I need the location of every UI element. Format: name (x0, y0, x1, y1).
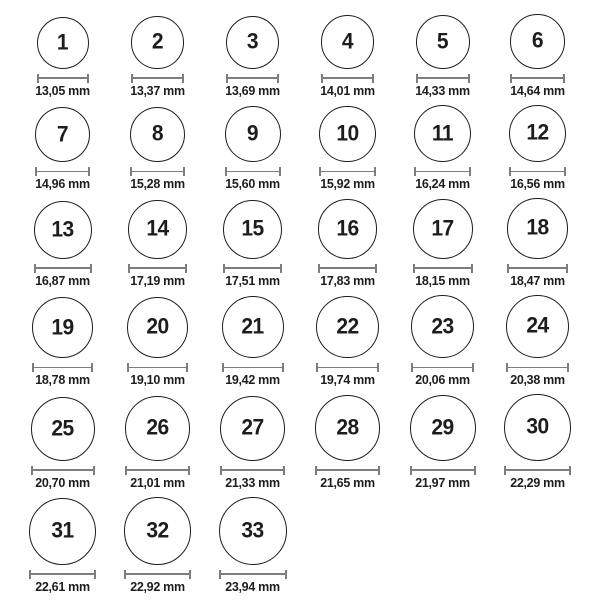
measure-line (506, 469, 569, 471)
measure-tick-right-icon (91, 363, 93, 372)
diameter-label: 17,83 mm (320, 273, 375, 288)
ring-size-item (490, 394, 585, 490)
ring-size-item (205, 106, 300, 191)
ring-size-item (205, 16, 300, 98)
measure-tick-right-icon (94, 570, 96, 579)
ring-circle (509, 105, 567, 163)
diameter-measure-line (410, 466, 476, 475)
ring-circle (29, 498, 96, 565)
diameter-measure-line (128, 264, 187, 273)
ring-size-item (395, 105, 490, 191)
measure-tick-right-icon (472, 363, 474, 372)
ring-size-item (205, 296, 300, 387)
ring-size-item (490, 295, 585, 388)
measure-tick-right-icon (189, 570, 191, 579)
measure-line (225, 267, 280, 269)
diameter-label: 18,78 mm (35, 373, 90, 387)
measure-line (413, 367, 472, 369)
ring-circle (225, 106, 281, 162)
diameter-label: 22,92 mm (130, 579, 185, 594)
measure-line (33, 469, 93, 471)
measure-line (222, 469, 283, 471)
ring-circle (316, 296, 379, 359)
ring-circle (318, 199, 378, 259)
ring-circle (504, 394, 571, 461)
ring-size-number: 33 (241, 517, 264, 543)
diameter-label: 19,74 mm (320, 373, 375, 387)
ring-size-number: 15 (241, 216, 264, 241)
measure-line (36, 267, 90, 269)
measure-tick-right-icon (474, 466, 476, 475)
ring-size-item (110, 16, 205, 98)
ring-size-number: 10 (336, 121, 359, 146)
measure-tick-right-icon (566, 264, 568, 273)
measure-line (132, 171, 184, 173)
ring-size-item (300, 15, 395, 98)
ring-size-number: 13 (51, 216, 74, 242)
diameter-measure-line (125, 466, 190, 475)
ring-size-number: 31 (51, 518, 74, 543)
diameter-measure-line (220, 466, 285, 475)
diameter-measure-line (413, 264, 473, 273)
ring-size-row (15, 295, 585, 388)
diameter-measure-line (127, 363, 189, 372)
ring-size-item (110, 200, 205, 288)
ring-size-number: 2 (151, 29, 164, 54)
measure-tick-right-icon (567, 363, 569, 372)
measure-line (127, 469, 188, 471)
diameter-label: 14,96 mm (35, 177, 90, 191)
measure-line (221, 573, 285, 575)
diameter-label: 17,51 mm (225, 273, 280, 288)
diameter-measure-line (130, 167, 186, 176)
diameter-measure-line (316, 363, 379, 372)
diameter-measure-line (321, 74, 375, 83)
ring-size-item (300, 199, 395, 288)
ring-size-number: 27 (241, 415, 264, 440)
ring-size-number: 32 (146, 518, 169, 543)
ring-size-number: 4 (341, 29, 354, 54)
ring-size-row (15, 105, 585, 192)
measure-line (321, 171, 374, 173)
measure-line (412, 469, 474, 471)
ring-circle (315, 395, 381, 461)
measure-line (129, 367, 187, 369)
ring-size-number: 16 (336, 216, 359, 241)
diameter-measure-line (219, 570, 287, 579)
diameter-measure-line (222, 363, 284, 372)
diameter-label: 19,42 mm (225, 373, 280, 387)
diameter-measure-line (507, 264, 568, 273)
diameter-measure-line (510, 74, 565, 83)
diameter-label: 18,15 mm (415, 273, 470, 288)
diameter-measure-line (226, 74, 279, 83)
measure-tick-right-icon (372, 74, 374, 83)
ring-circle (219, 497, 287, 565)
diameter-measure-line (32, 363, 93, 372)
ring-circle (128, 200, 187, 259)
diameter-measure-line (319, 167, 376, 176)
ring-circle (319, 106, 376, 163)
ring-size-number: 23 (431, 313, 454, 339)
diameter-measure-line (509, 167, 567, 176)
ring-size-number: 17 (431, 215, 454, 241)
measure-tick-right-icon (88, 167, 90, 176)
measure-tick-right-icon (93, 466, 95, 475)
measure-tick-right-icon (564, 167, 566, 176)
diameter-measure-line (124, 570, 192, 579)
diameter-measure-line (506, 363, 570, 372)
diameter-label: 20,06 mm (415, 373, 470, 387)
diameter-label: 16,24 mm (415, 177, 470, 191)
diameter-measure-line (504, 466, 571, 475)
ring-circle (321, 15, 375, 69)
diameter-label: 16,56 mm (510, 177, 565, 191)
ring-size-item (395, 295, 490, 387)
diameter-measure-line (223, 264, 282, 273)
ring-size-row (15, 14, 585, 98)
ring-size-number: 21 (241, 314, 264, 339)
measure-tick-right-icon (471, 264, 473, 273)
ring-size-item (110, 396, 205, 490)
ring-size-number: 22 (336, 314, 359, 339)
ring-size-item (15, 397, 110, 490)
diameter-label: 21,01 mm (130, 475, 185, 490)
measure-tick-right-icon (377, 363, 379, 372)
ring-size-number: 19 (51, 314, 74, 340)
ring-size-number: 9 (246, 121, 259, 146)
ring-size-number: 8 (151, 121, 164, 146)
ring-circle (411, 295, 474, 358)
ring-circle (410, 395, 476, 461)
measure-line (34, 367, 91, 369)
ring-size-number: 26 (146, 415, 169, 440)
ring-size-number: 29 (431, 414, 454, 440)
measure-line (227, 171, 279, 173)
diameter-measure-line (34, 264, 92, 273)
diameter-measure-line (225, 167, 281, 176)
ring-circle (125, 396, 190, 461)
measure-tick-right-icon (469, 167, 471, 176)
measure-tick-right-icon (283, 466, 285, 475)
diameter-label: 21,65 mm (320, 475, 375, 490)
measure-tick-right-icon (468, 74, 470, 83)
measure-line (130, 267, 185, 269)
ring-size-item (110, 297, 205, 388)
measure-tick-right-icon (378, 466, 380, 475)
diameter-label: 15,92 mm (320, 177, 375, 191)
ring-size-item (490, 198, 585, 288)
measure-line (224, 367, 282, 369)
ring-circle (222, 296, 284, 358)
measure-line (512, 77, 563, 79)
diameter-label: 21,97 mm (415, 475, 470, 490)
ring-circle (124, 497, 192, 565)
ring-size-item (205, 497, 300, 594)
measure-tick-right-icon (277, 74, 279, 83)
ring-circle (220, 396, 285, 461)
measure-tick-right-icon (374, 167, 376, 176)
ring-size-number: 11 (431, 120, 454, 146)
diameter-label: 13,37 mm (130, 83, 185, 98)
measure-tick-right-icon (182, 74, 184, 83)
measure-tick-right-icon (285, 570, 287, 579)
diameter-label: 20,38 mm (510, 373, 565, 387)
diameter-label: 22,29 mm (510, 475, 565, 490)
ring-size-number: 30 (526, 414, 549, 439)
diameter-label: 22,61 mm (35, 579, 90, 594)
ring-size-item (300, 106, 395, 192)
diameter-label: 15,60 mm (225, 177, 280, 191)
ring-size-item (15, 107, 110, 191)
measure-tick-right-icon (282, 363, 284, 372)
ring-circle (127, 297, 189, 359)
measure-tick-right-icon (183, 167, 185, 176)
ring-circle (131, 16, 184, 69)
ring-size-number: 6 (531, 28, 544, 53)
diameter-label: 19,10 mm (130, 373, 185, 387)
ring-size-number: 20 (146, 314, 169, 339)
diameter-measure-line (411, 363, 474, 372)
measure-line (320, 267, 376, 269)
ring-size-item (490, 14, 585, 98)
ring-circle (506, 295, 570, 359)
diameter-measure-line (315, 466, 381, 475)
diameter-label: 14,33 mm (415, 83, 470, 98)
diameter-label: 14,01 mm (320, 83, 375, 98)
measure-line (416, 171, 469, 173)
ring-size-item (15, 17, 110, 98)
ring-circle (414, 105, 471, 162)
diameter-measure-line (35, 167, 90, 176)
measure-tick-right-icon (280, 264, 282, 273)
ring-size-item (300, 296, 395, 388)
ring-size-item (395, 199, 490, 288)
ring-circle (413, 199, 473, 259)
measure-line (31, 573, 94, 575)
diameter-label: 20,70 mm (35, 475, 90, 490)
measure-line (509, 267, 566, 269)
measure-line (39, 77, 87, 79)
ring-size-row (15, 497, 585, 594)
measure-tick-right-icon (279, 167, 281, 176)
ring-size-number: 28 (336, 415, 359, 440)
ring-size-item (395, 395, 490, 490)
ring-size-item (395, 15, 490, 98)
diameter-measure-line (131, 74, 184, 83)
diameter-measure-line (29, 570, 96, 579)
ring-circle (507, 198, 568, 259)
measure-line (511, 171, 565, 173)
measure-line (317, 469, 379, 471)
diameter-measure-line (31, 466, 95, 475)
ring-size-number: 25 (51, 415, 74, 441)
diameter-label: 13,05 mm (35, 83, 90, 98)
measure-line (508, 367, 568, 369)
diameter-measure-line (318, 264, 378, 273)
ring-size-number: 12 (526, 120, 549, 145)
ring-size-row (15, 198, 585, 288)
ring-size-number: 3 (246, 29, 259, 54)
measure-line (37, 171, 88, 173)
measure-tick-right-icon (188, 466, 190, 475)
ring-size-item (205, 396, 300, 490)
measure-line (133, 77, 182, 79)
ring-size-item (490, 105, 585, 192)
measure-tick-right-icon (87, 74, 89, 83)
diameter-measure-line (414, 167, 471, 176)
measure-line (418, 77, 468, 79)
ring-size-item (15, 201, 110, 288)
diameter-label: 17,19 mm (130, 273, 185, 288)
ring-size-number: 1 (56, 29, 69, 55)
ring-circle (35, 107, 90, 162)
measure-tick-right-icon (375, 264, 377, 273)
diameter-label: 23,94 mm (225, 579, 280, 594)
measure-tick-right-icon (185, 264, 187, 273)
ring-size-item (15, 297, 110, 387)
ring-circle (34, 201, 92, 259)
ring-circle (416, 15, 470, 69)
ring-size-number: 14 (146, 216, 169, 241)
diameter-label: 18,47 mm (510, 273, 565, 288)
measure-line (126, 573, 190, 575)
ring-circle (223, 200, 282, 259)
measure-line (318, 367, 377, 369)
ring-size-item (110, 107, 205, 192)
ring-size-number: 5 (436, 28, 449, 54)
diameter-measure-line (416, 74, 470, 83)
ring-circle (510, 14, 565, 69)
ring-circle (32, 297, 93, 358)
ring-size-number: 18 (526, 215, 549, 240)
measure-line (415, 267, 471, 269)
measure-tick-right-icon (563, 74, 565, 83)
measure-tick-right-icon (186, 363, 188, 372)
diameter-label: 14,64 mm (510, 83, 565, 98)
diameter-label: 21,33 mm (225, 475, 280, 490)
diameter-label: 15,28 mm (130, 177, 185, 191)
ring-circle (226, 16, 279, 69)
ring-size-item (205, 200, 300, 288)
diameter-measure-line (37, 74, 89, 83)
ring-size-item (300, 395, 395, 490)
ring-size-item (110, 497, 205, 594)
ring-size-number: 7 (56, 121, 69, 147)
ring-size-number: 24 (526, 313, 549, 338)
ring-size-item (15, 498, 110, 594)
measure-line (228, 77, 277, 79)
measure-line (323, 77, 373, 79)
diameter-label: 16,87 mm (35, 273, 90, 288)
measure-tick-right-icon (90, 264, 92, 273)
diameter-label: 13,69 mm (225, 83, 280, 98)
ring-circle (37, 17, 89, 69)
ring-circle (130, 107, 186, 163)
ring-size-row (15, 394, 585, 490)
measure-tick-right-icon (569, 466, 571, 475)
ring-circle (31, 397, 95, 461)
